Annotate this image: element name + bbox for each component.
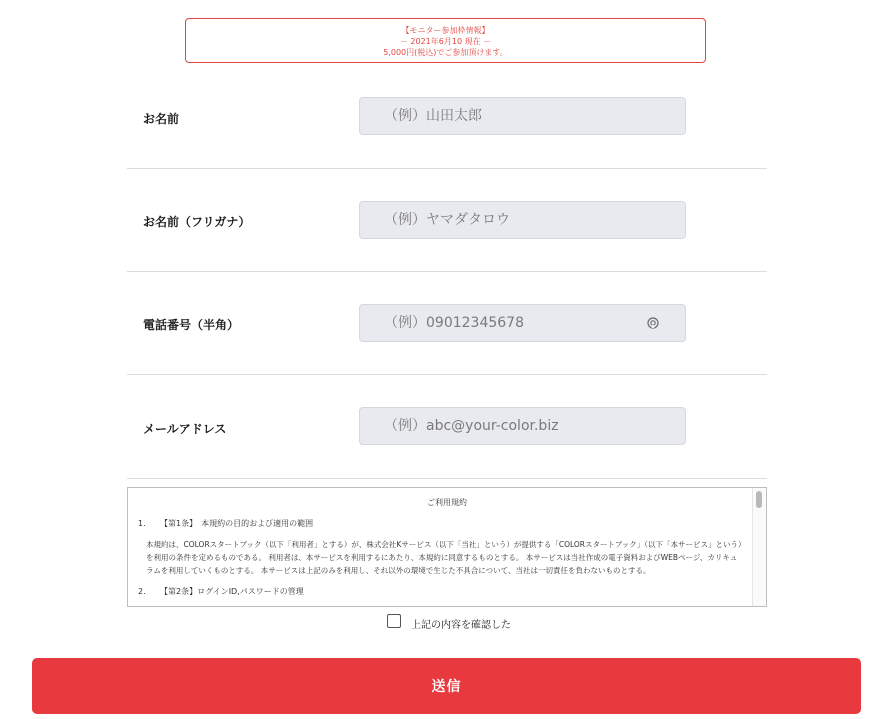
terms-article-1-heading: [138, 518, 766, 529]
terms-article-1-number: 1.: [138, 519, 146, 528]
form-row-email: [127, 374, 767, 479]
phone-label: 電話番号（半角）: [143, 318, 240, 332]
terms-article-2-heading: [138, 586, 766, 597]
agree-checkbox[interactable]: [387, 614, 401, 628]
phone-input[interactable]: [360, 305, 685, 341]
notice-line-1: 【モニター参加枠情報】: [401, 26, 490, 35]
terms-article-2-number: 2.: [138, 587, 146, 596]
monitor-notice: [185, 18, 706, 63]
notice-line-2: － 2021年6月10 現在 －: [399, 37, 492, 46]
name-input[interactable]: [360, 98, 685, 134]
phone-field-wrapper: [359, 304, 686, 342]
email-field-wrapper: [359, 407, 686, 445]
email-input[interactable]: [360, 408, 685, 444]
terms-article-1-title: 【第1条】 本規約の目的および適用の範囲: [160, 519, 314, 528]
form-row-name: [127, 82, 767, 169]
notice-line-3: 5,000円(税込)でご参加頂けます。: [383, 48, 508, 57]
submit-button[interactable]: 送信: [32, 658, 861, 714]
furigana-label: お名前（フリガナ）: [143, 215, 251, 229]
form-row-phone: [127, 271, 767, 375]
name-label: お名前: [143, 112, 180, 126]
terms-article-1-body: 本規約は、COLORスタートブック（以下「利用者」とする）が、株式会社Kサービス（以下「当社」という）が提供する「COLORスタートブック」（以下「本サービス」という）を利用の条件を定めるものである。 利用者は、本サービスを利用するにあたり、本規約に同意するものとする。 本サービスは当社作成の電子資料およびWEBページ、カリキュラムを利用していくものとする。 本サービスは上記のみを利用し、それ以外の環境で生じた不具合について、当社は一切責任を負わないものとする。: [146, 540, 742, 575]
terms-article-2-title: 【第2条】ログインID,パスワードの管理: [160, 587, 304, 596]
agree-label[interactable]: 上記の内容を確認した: [411, 620, 511, 631]
terms-title: ご利用規約: [427, 498, 467, 507]
autofill-key-icon[interactable]: [647, 317, 659, 329]
terms-scrollbar[interactable]: [752, 488, 766, 606]
furigana-field-wrapper: [359, 201, 686, 239]
name-field-wrapper: [359, 97, 686, 135]
terms-scrollbox[interactable]: [127, 487, 767, 607]
furigana-input[interactable]: [360, 202, 685, 238]
terms-scrollbar-thumb[interactable]: [756, 491, 762, 508]
email-label: メールアドレス: [143, 422, 227, 436]
form-row-furigana: [127, 168, 767, 272]
